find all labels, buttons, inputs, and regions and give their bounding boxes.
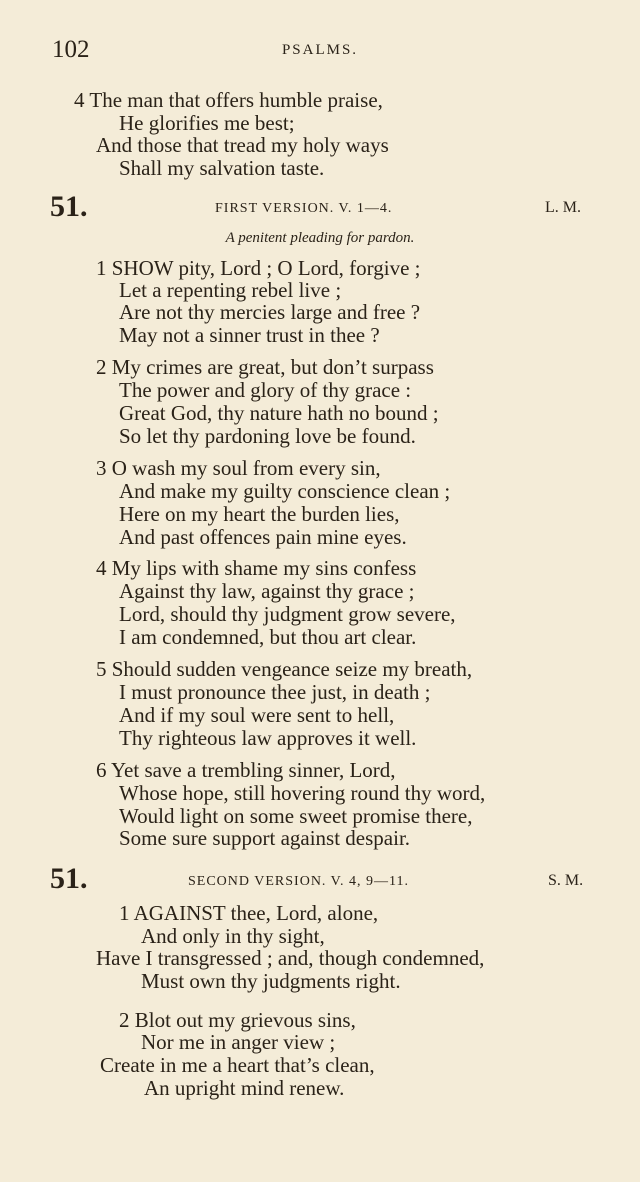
verse-line: 1 SHOW pity, Lord ; O Lord, forgive ;	[96, 256, 421, 280]
hymn-meter: L. M.	[545, 199, 581, 216]
hymn-number: 51.	[50, 190, 88, 223]
verse-line: And make my guilty conscience clean ;	[119, 479, 451, 503]
verse-line: Whose hope, still hovering round thy word,	[119, 781, 486, 805]
page-number: 102	[52, 36, 90, 63]
verse-line: 5 Should sudden vengeance seize my breath,	[96, 657, 473, 681]
verse-line: 2 Blot out my grievous sins,	[119, 1008, 356, 1032]
verse-line: The power and glory of thy grace :	[119, 378, 412, 402]
verse-line: Nor me in anger view ;	[141, 1030, 336, 1054]
verse-line: Have I transgressed ; and, though condemned,	[96, 946, 485, 970]
verse-line: 6 Yet save a trembling sinner, Lord,	[96, 758, 396, 782]
hymn-version: SECOND VERSION. V. 4, 9—11.	[188, 874, 409, 889]
running-head: PSALMS.	[281, 42, 359, 58]
verse-line: Let a repenting rebel live ;	[119, 278, 342, 302]
verse-line: May not a sinner trust in thee ?	[119, 323, 380, 347]
verse-line: Would light on some sweet promise there,	[119, 804, 473, 828]
verse-line: Some sure support against despair.	[119, 826, 411, 850]
verse-line: And if my soul were sent to hell,	[119, 703, 395, 727]
verse-line: Are not thy mercies large and free ?	[119, 300, 421, 324]
verse-line: Against thy law, against thy grace ;	[119, 579, 415, 603]
verse-line: Shall my salvation taste.	[119, 156, 325, 180]
verse-line: 4 The man that offers humble praise,	[74, 88, 383, 112]
verse-line: And only in thy sight,	[141, 924, 325, 948]
verse-line: Must own thy judgments right.	[141, 969, 401, 993]
verse-line: An upright mind renew.	[144, 1076, 345, 1100]
verse-line: 3 O wash my soul from every sin,	[96, 456, 381, 480]
verse-line: 1 AGAINST thee, Lord, alone,	[119, 901, 379, 925]
verse-line: 2 My crimes are great, but don’t surpass	[96, 355, 434, 379]
verse-line: 4 My lips with shame my sins confess	[96, 556, 417, 580]
hymn-number: 51.	[50, 862, 88, 895]
verse-line: I am condemned, but thou art clear.	[119, 625, 417, 649]
verse-line: Great God, thy nature hath no bound ;	[119, 401, 439, 425]
verse-line: Thy righteous law approves it well.	[119, 726, 417, 750]
hymn-version: FIRST VERSION. V. 1—4.	[215, 201, 393, 216]
hymn-subtitle: A penitent pleading for pardon.	[225, 230, 415, 246]
verse-line: Here on my heart the burden lies,	[119, 502, 400, 526]
verse-line: So let thy pardoning love be found.	[119, 424, 416, 448]
verse-line: He glorifies me best;	[119, 111, 295, 135]
hymn-meter: S. M.	[548, 872, 584, 889]
verse-line: I must pronounce thee just, in death ;	[119, 680, 431, 704]
verse-line: Lord, should thy judgment grow severe,	[119, 602, 456, 626]
verse-line: And those that tread my holy ways	[96, 133, 389, 157]
verse-line: Create in me a heart that’s clean,	[100, 1053, 375, 1077]
verse-line: And past offences pain mine eyes.	[119, 525, 407, 549]
